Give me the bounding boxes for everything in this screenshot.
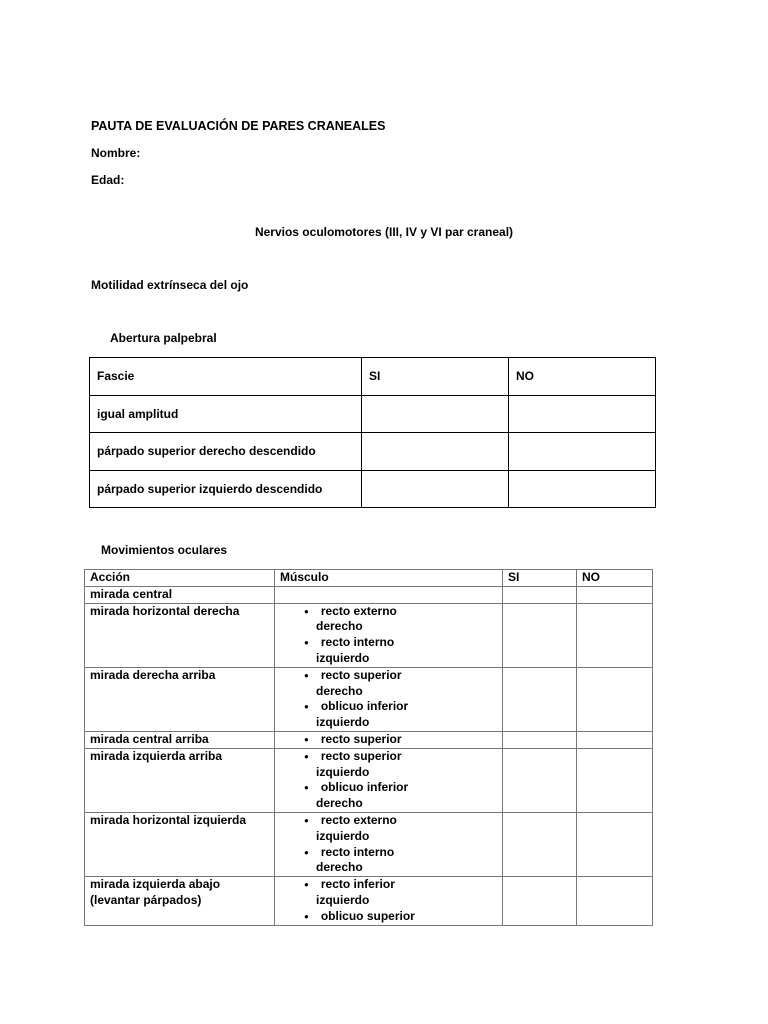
muscle-bullet: ● recto superior — [280, 668, 502, 684]
action-cell: mirada izquierda arriba — [85, 748, 275, 812]
action-cell: mirada horizontal izquierda — [85, 812, 275, 876]
muscle-bullet: ● recto interno — [280, 635, 502, 651]
action-text: mirada izquierda abajo (levantar párpados) — [90, 877, 221, 907]
no-cell[interactable] — [577, 586, 653, 603]
si-cell[interactable] — [503, 667, 577, 731]
no-cell[interactable] — [577, 731, 653, 748]
motility-title: Motilidad extrínseca del ojo — [91, 278, 249, 292]
header-accion: Acción — [85, 570, 275, 587]
table-row — [85, 748, 653, 812]
header-si: SI — [503, 570, 577, 587]
header-si: SI — [362, 358, 509, 396]
table-row — [85, 603, 653, 667]
header-no: NO — [509, 358, 656, 396]
muscle-bullet: ● recto interno — [280, 845, 502, 861]
muscle-cell — [275, 877, 503, 925]
action-cell: mirada central arriba — [85, 731, 275, 748]
muscle-side: izquierdo — [316, 892, 370, 907]
table-header-row — [90, 358, 656, 396]
muscle-side: izquierdo — [316, 650, 370, 665]
section-title: Nervios oculomotores (III, IV y VI par craneal) — [254, 225, 514, 239]
muscle-bullet: ● oblicuo inferior — [280, 780, 502, 796]
table-row — [85, 812, 653, 876]
table-row — [90, 470, 656, 508]
no-cell[interactable] — [509, 395, 656, 433]
table-row — [85, 667, 653, 731]
action-cell: mirada derecha arriba — [85, 667, 275, 731]
muscle-side: derecho — [316, 796, 363, 811]
muscle-side: izquierdo — [316, 764, 370, 779]
no-cell[interactable] — [577, 748, 653, 812]
muscle-bullet: ● recto inferior — [280, 877, 502, 893]
no-cell[interactable] — [577, 877, 653, 925]
abertura-palpebral-title: Abertura palpebral — [110, 331, 217, 345]
header-musculo: Músculo — [275, 570, 503, 587]
si-cell[interactable] — [362, 433, 509, 471]
si-cell[interactable] — [503, 603, 577, 667]
muscle-bullet: ● recto externo — [280, 813, 502, 829]
si-cell[interactable] — [503, 748, 577, 812]
action-cell: mirada central — [85, 586, 275, 603]
row-label: párpado superior izquierdo descendido — [90, 470, 362, 508]
row-label: párpado superior derecho descendido — [90, 433, 362, 471]
muscle-bullet: ● oblicuo superior — [280, 909, 502, 925]
table-row — [85, 877, 653, 925]
header-fascie: Fascie — [90, 358, 362, 396]
muscle-side: derecho — [316, 683, 363, 698]
action-cell: mirada horizontal derecha — [85, 603, 275, 667]
age-label: Edad: — [91, 173, 125, 187]
document-title: PAUTA DE EVALUACIÓN DE PARES CRANEALES — [91, 119, 386, 133]
muscle-bullet: ● oblicuo inferior — [280, 699, 502, 715]
muscle-cell — [275, 586, 503, 603]
muscle-side: derecho — [316, 860, 363, 875]
movimientos-oculares-title: Movimientos oculares — [101, 543, 228, 557]
table-header-row — [85, 570, 653, 587]
action-cell — [85, 877, 275, 925]
si-cell[interactable] — [362, 470, 509, 508]
si-cell[interactable] — [503, 586, 577, 603]
muscle-cell — [275, 603, 503, 667]
si-cell[interactable] — [503, 812, 577, 876]
muscle-cell — [275, 748, 503, 812]
header-no: NO — [577, 570, 653, 587]
muscle-bullet: ● recto superior — [280, 732, 502, 748]
muscle-cell — [275, 812, 503, 876]
muscle-side: izquierdo — [316, 715, 370, 730]
muscle-bullet: ● recto superior — [280, 749, 502, 765]
no-cell[interactable] — [509, 433, 656, 471]
si-cell[interactable] — [503, 877, 577, 925]
muscle-cell — [275, 731, 503, 748]
muscle-bullet: ● recto externo — [280, 604, 502, 620]
no-cell[interactable] — [577, 667, 653, 731]
no-cell[interactable] — [509, 470, 656, 508]
table-row — [85, 731, 653, 748]
table-row — [85, 586, 653, 603]
muscle-cell — [275, 667, 503, 731]
table-row — [90, 433, 656, 471]
no-cell[interactable] — [577, 603, 653, 667]
no-cell[interactable] — [577, 812, 653, 876]
si-cell[interactable] — [362, 395, 509, 433]
abertura-palpebral-table — [89, 357, 656, 508]
muscle-side: izquierdo — [316, 828, 370, 843]
movimientos-oculares-table — [84, 569, 653, 926]
table-row — [90, 395, 656, 433]
row-label: igual amplitud — [90, 395, 362, 433]
muscle-side: derecho — [316, 619, 363, 634]
si-cell[interactable] — [503, 731, 577, 748]
name-label: Nombre: — [91, 146, 141, 160]
